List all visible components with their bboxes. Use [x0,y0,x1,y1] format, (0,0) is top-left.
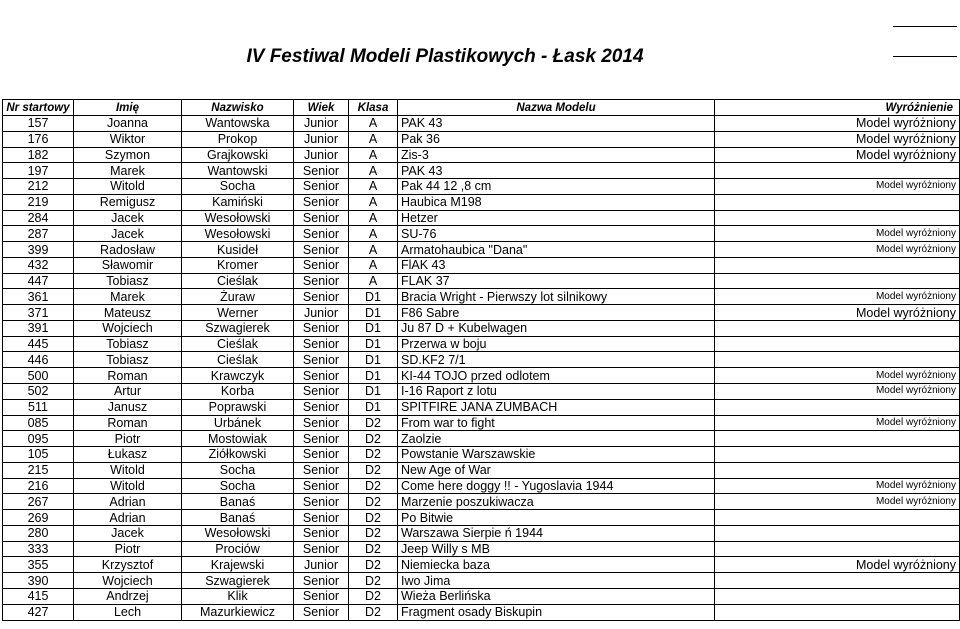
cell-first-name: Marek [74,163,182,179]
cell-nr: 105 [3,447,74,463]
cell-award: Model wyróżniony [715,305,960,321]
cell-age-group: Senior [294,604,349,620]
table-row [3,368,960,384]
cell-model-name: Po Bitwie [398,510,715,526]
cell-last-name: Cieślak [182,273,294,289]
cell-model-name: FlAK 43 [398,257,715,273]
cell-class: A [349,242,398,258]
cell-award [715,257,960,273]
cell-award [715,194,960,210]
cell-nr: 427 [3,604,74,620]
cell-award: Model wyróżniony [715,415,960,431]
cell-award: Model wyróżniony [715,179,960,195]
cell-nr: 445 [3,336,74,352]
cell-first-name: Krzysztof [74,557,182,573]
cell-first-name: Adrian [74,510,182,526]
cell-class: D2 [349,478,398,494]
cell-first-name: Remigusz [74,194,182,210]
cell-nr: 215 [3,462,74,478]
cell-last-name: Poprawski [182,399,294,415]
cell-first-name: Tobiasz [74,336,182,352]
cell-first-name: Wojciech [74,320,182,336]
header-award: Wyróżnienie [715,100,960,116]
cell-class: D2 [349,462,398,478]
table-row [3,494,960,510]
cell-class: A [349,147,398,163]
table-row [3,541,960,557]
cell-nr: 511 [3,399,74,415]
cell-class: D2 [349,588,398,604]
table-row [3,431,960,447]
table-row [3,415,960,431]
cell-age-group: Senior [294,415,349,431]
cell-last-name: Szwagierek [182,320,294,336]
cell-class: D1 [349,368,398,384]
cell-last-name: Kusideł [182,242,294,258]
table-row [3,604,960,620]
table-row [3,384,960,400]
cell-last-name: Socha [182,179,294,195]
table-row [3,510,960,526]
table-row [3,273,960,289]
cell-last-name: Wesołowski [182,226,294,242]
cell-nr: 447 [3,273,74,289]
cell-nr: 415 [3,588,74,604]
cell-last-name: Klik [182,588,294,604]
cell-model-name: SU-76 [398,226,715,242]
cell-model-name: Marzenie poszukiwacza [398,494,715,510]
cell-class: A [349,273,398,289]
cell-class: A [349,116,398,132]
cell-class: A [349,210,398,226]
table-row [3,116,960,132]
table-row [3,573,960,589]
cell-award [715,273,960,289]
cell-nr: 333 [3,541,74,557]
cell-model-name: SD.KF2 7/1 [398,352,715,368]
cell-last-name: Ziółkowski [182,447,294,463]
table-row [3,210,960,226]
cell-award [715,525,960,541]
cell-age-group: Junior [294,131,349,147]
cell-model-name: FLAK 37 [398,273,715,289]
cell-model-name: SPITFIRE JANA ZUMBACH [398,399,715,415]
cell-age-group: Senior [294,210,349,226]
cell-award [715,541,960,557]
cell-class: D1 [349,320,398,336]
cell-last-name: Mostowiak [182,431,294,447]
cell-first-name: Roman [74,415,182,431]
cell-last-name: Werner [182,305,294,321]
table-row [3,194,960,210]
cell-age-group: Senior [294,510,349,526]
cell-class: A [349,226,398,242]
cell-nr: 219 [3,194,74,210]
cell-last-name: Wesołowski [182,525,294,541]
document-title: IV Festiwal Modeli Plastikowych - Łask 2014 [246,46,644,67]
header-nr: Nr startowy [3,100,74,116]
table-row [3,226,960,242]
cell-first-name: Jacek [74,525,182,541]
cell-award: Model wyróżniony [715,131,960,147]
cell-last-name: Socha [182,462,294,478]
cell-age-group: Senior [294,273,349,289]
cell-award: Model wyróżniony [715,557,960,573]
cell-award [715,431,960,447]
cell-model-name: From war to fight [398,415,715,431]
cell-nr: 502 [3,384,74,400]
cell-age-group: Junior [294,147,349,163]
cell-model-name: Niemiecka baza [398,557,715,573]
cell-model-name: Haubica M198 [398,194,715,210]
cell-first-name: Mateusz [74,305,182,321]
table-row [3,557,960,573]
cell-model-name: Powstanie Warszawskie [398,447,715,463]
cell-last-name: Mazurkiewicz [182,604,294,620]
cell-award [715,320,960,336]
cell-age-group: Senior [294,525,349,541]
header-imie: Imię [74,100,182,116]
cell-last-name: Kamiński [182,194,294,210]
cell-model-name: Jeep Willy s MB [398,541,715,557]
cell-award [715,462,960,478]
cell-nr: 212 [3,179,74,195]
cell-age-group: Junior [294,305,349,321]
cell-last-name: Grajkowski [182,147,294,163]
cell-first-name: Witold [74,462,182,478]
table-row [3,447,960,463]
cell-model-name: Wieża Berlińska [398,588,715,604]
cell-first-name: Piotr [74,541,182,557]
cell-award [715,604,960,620]
cell-nr: 371 [3,305,74,321]
cell-model-name: Pak 36 [398,131,715,147]
cell-class: D2 [349,415,398,431]
cell-age-group: Senior [294,573,349,589]
cell-age-group: Senior [294,447,349,463]
cell-first-name: Witold [74,478,182,494]
table-row [3,289,960,305]
table-row [3,462,960,478]
cell-class: D1 [349,384,398,400]
cell-model-name: I-16 Raport z lotu [398,384,715,400]
cell-age-group: Senior [294,478,349,494]
cell-first-name: Adrian [74,494,182,510]
cell-award [715,399,960,415]
results-table [2,99,960,621]
cell-first-name: Roman [74,368,182,384]
cell-class: A [349,179,398,195]
cell-first-name: Wiktor [74,131,182,147]
cell-award: Model wyróżniony [715,384,960,400]
cell-age-group: Senior [294,257,349,273]
cell-class: D2 [349,494,398,510]
table-row [3,179,960,195]
cell-model-name: Warszawa Sierpie ń 1944 [398,525,715,541]
cell-award [715,447,960,463]
table-row [3,320,960,336]
cell-age-group: Senior [294,163,349,179]
cell-class: A [349,163,398,179]
cell-age-group: Senior [294,384,349,400]
cell-class: D2 [349,431,398,447]
cell-first-name: Lech [74,604,182,620]
cell-class: D1 [349,289,398,305]
table-body [3,116,960,621]
cell-class: D2 [349,573,398,589]
cell-first-name: Piotr [74,431,182,447]
cell-model-name: PAK 43 [398,163,715,179]
cell-nr: 446 [3,352,74,368]
cell-age-group: Junior [294,557,349,573]
cell-age-group: Senior [294,462,349,478]
cell-first-name: Wojciech [74,573,182,589]
cell-award: Model wyróżniony [715,289,960,305]
cell-model-name: Zis-3 [398,147,715,163]
cell-age-group: Senior [294,320,349,336]
cell-model-name: Zaolzie [398,431,715,447]
table-row [3,352,960,368]
cell-last-name: Socha [182,478,294,494]
cell-class: D2 [349,604,398,620]
cell-model-name: KI-44 TOJO przed odlotem [398,368,715,384]
cell-first-name: Andrzej [74,588,182,604]
cell-nr: 355 [3,557,74,573]
cell-first-name: Tobiasz [74,352,182,368]
cell-nr: 085 [3,415,74,431]
table-row [3,257,960,273]
cell-nr: 287 [3,226,74,242]
cell-age-group: Senior [294,226,349,242]
cell-first-name: Sławomir [74,257,182,273]
cell-nr: 391 [3,320,74,336]
cell-first-name: Radosław [74,242,182,258]
cell-age-group: Senior [294,494,349,510]
cell-award [715,573,960,589]
cell-age-group: Junior [294,116,349,132]
cell-first-name: Jacek [74,226,182,242]
table-row [3,336,960,352]
header-klasa: Klasa [349,100,398,116]
cell-model-name: F86 Sabre [398,305,715,321]
cell-nr: 095 [3,431,74,447]
cell-model-name: Pak 44 12 ,8 cm [398,179,715,195]
cell-award [715,210,960,226]
cell-model-name: Hetzer [398,210,715,226]
cell-nr: 157 [3,116,74,132]
cell-age-group: Senior [294,399,349,415]
cell-nr: 197 [3,163,74,179]
cell-last-name: Wesołowski [182,210,294,226]
cell-model-name: Come here doggy !! - Yugoslavia 1944 [398,478,715,494]
cell-class: D2 [349,447,398,463]
cell-age-group: Senior [294,179,349,195]
cell-last-name: Cieślak [182,336,294,352]
cell-age-group: Senior [294,352,349,368]
cell-nr: 432 [3,257,74,273]
cell-last-name: Krawczyk [182,368,294,384]
cell-nr: 500 [3,368,74,384]
cell-class: A [349,257,398,273]
header-wiek: Wiek [294,100,349,116]
cell-model-name: Bracia Wright - Pierwszy lot silnikowy [398,289,715,305]
cell-nr: 269 [3,510,74,526]
border-line [893,26,957,27]
cell-last-name: Żuraw [182,289,294,305]
cell-nr: 267 [3,494,74,510]
cell-nr: 176 [3,131,74,147]
cell-model-name: Przerwa w boju [398,336,715,352]
table-row [3,478,960,494]
header-model: Nazwa Modelu [398,100,715,116]
cell-last-name: Krajewski [182,557,294,573]
cell-award: Model wyróżniony [715,116,960,132]
cell-award: Model wyróżniony [715,242,960,258]
table-row [3,399,960,415]
cell-award: Model wyróżniony [715,147,960,163]
cell-age-group: Senior [294,588,349,604]
cell-age-group: Senior [294,194,349,210]
cell-class: D1 [349,336,398,352]
cell-first-name: Tobiasz [74,273,182,289]
cell-age-group: Senior [294,336,349,352]
cell-first-name: Marek [74,289,182,305]
cell-last-name: Wantowski [182,163,294,179]
cell-last-name: Kromer [182,257,294,273]
cell-award: Model wyróżniony [715,494,960,510]
cell-first-name: Witold [74,179,182,195]
cell-last-name: Prokop [182,131,294,147]
cell-model-name: Iwo Jima [398,573,715,589]
cell-award: Model wyróżniony [715,478,960,494]
table-row [3,242,960,258]
table-row [3,147,960,163]
cell-first-name: Artur [74,384,182,400]
cell-age-group: Senior [294,242,349,258]
cell-first-name: Joanna [74,116,182,132]
cell-last-name: Urbánek [182,415,294,431]
cell-last-name: Cieślak [182,352,294,368]
cell-class: D1 [349,305,398,321]
cell-last-name: Banaś [182,494,294,510]
cell-nr: 284 [3,210,74,226]
cell-first-name: Janusz [74,399,182,415]
cell-award [715,352,960,368]
cell-award [715,510,960,526]
cell-class: D2 [349,525,398,541]
cell-first-name: Jacek [74,210,182,226]
cell-first-name: Łukasz [74,447,182,463]
cell-age-group: Senior [294,289,349,305]
cell-class: A [349,194,398,210]
cell-nr: 216 [3,478,74,494]
cell-last-name: Prociów [182,541,294,557]
cell-nr: 182 [3,147,74,163]
table-row [3,305,960,321]
cell-nr: 361 [3,289,74,305]
cell-age-group: Senior [294,541,349,557]
table-row [3,588,960,604]
table-row [3,131,960,147]
corner-border-lines [890,0,960,60]
cell-class: D1 [349,352,398,368]
table-row [3,525,960,541]
table-row [3,163,960,179]
cell-award [715,336,960,352]
cell-last-name: Szwagierek [182,573,294,589]
border-line [893,56,957,57]
cell-class: D2 [349,541,398,557]
cell-award [715,163,960,179]
cell-model-name: Ju 87 D + Kubelwagen [398,320,715,336]
cell-class: D2 [349,510,398,526]
cell-age-group: Senior [294,368,349,384]
cell-first-name: Szymon [74,147,182,163]
cell-last-name: Banaś [182,510,294,526]
cell-nr: 399 [3,242,74,258]
cell-model-name: Fragment osady Biskupin [398,604,715,620]
cell-class: D2 [349,557,398,573]
cell-model-name: PAK 43 [398,116,715,132]
cell-model-name: New Age of War [398,462,715,478]
cell-nr: 280 [3,525,74,541]
cell-model-name: Armatohaubica "Dana" [398,242,715,258]
header-row [3,100,960,116]
cell-age-group: Senior [294,431,349,447]
cell-last-name: Wantowska [182,116,294,132]
cell-last-name: Korba [182,384,294,400]
cell-award: Model wyróżniony [715,368,960,384]
header-nazwisko: Nazwisko [182,100,294,116]
cell-award [715,588,960,604]
cell-nr: 390 [3,573,74,589]
cell-class: D1 [349,399,398,415]
cell-award: Model wyróżniony [715,226,960,242]
cell-class: A [349,131,398,147]
